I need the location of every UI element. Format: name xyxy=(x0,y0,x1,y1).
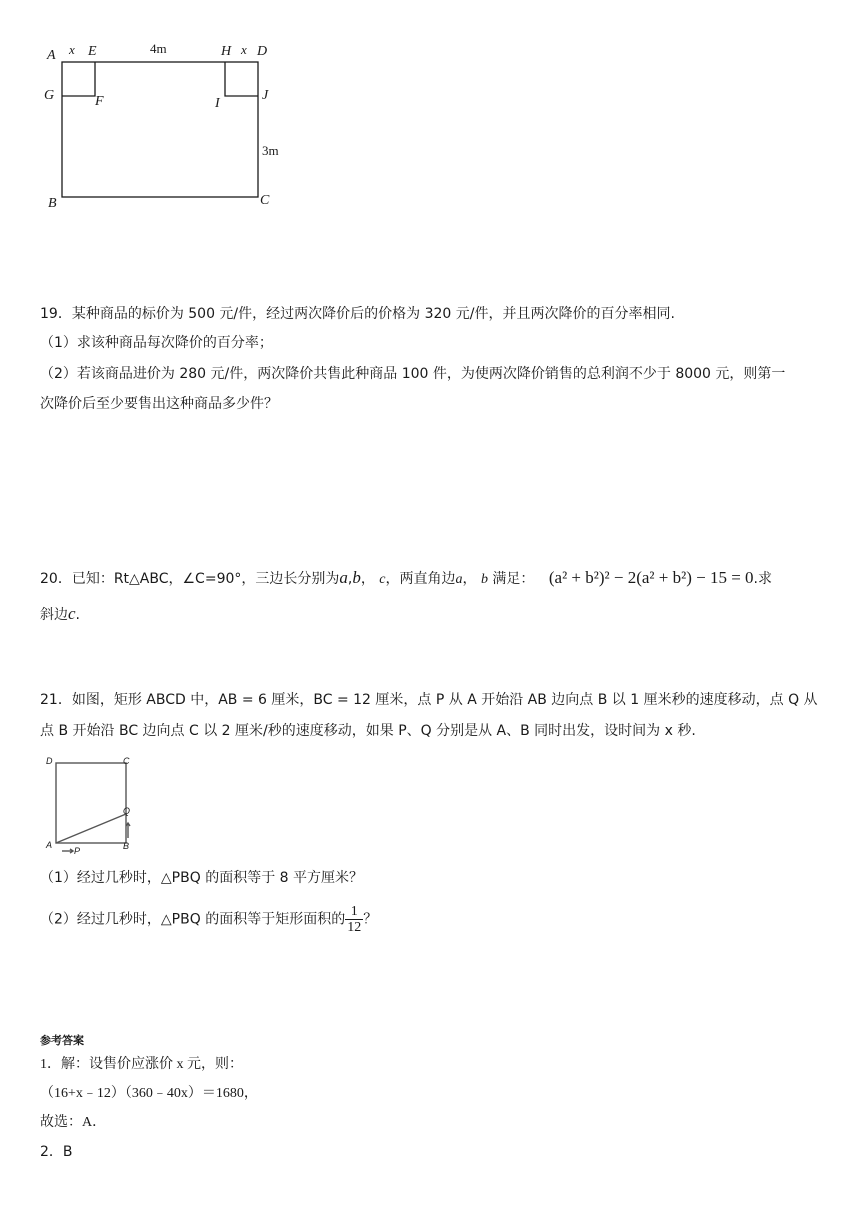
q19-part1: （1）求该种商品每次降价的百分率； xyxy=(40,335,273,351)
q19-stem: 19．某种商品的标价为 500 元/件，经过两次降价后的价格为 320 元/件，并且两次降价的百分率相同. xyxy=(40,306,675,322)
fig-label-c: C xyxy=(123,756,130,766)
answer-1-line1: 1．解：设售价应涨价 x 元，则： xyxy=(40,1057,243,1072)
fig-label-d: D xyxy=(46,756,53,766)
answers-heading: 参考答案 xyxy=(40,1034,84,1047)
fig-label-b: B xyxy=(123,841,130,851)
q19-part2-line2: 次降价后至少要售出这种商品多少件？ xyxy=(40,396,278,412)
label-j: J xyxy=(262,88,269,103)
q20-var-a: a xyxy=(339,568,348,587)
rectangle-pq-diagram xyxy=(40,752,150,862)
answer-2: 2．B xyxy=(40,1144,73,1160)
label-g: G xyxy=(44,88,55,103)
label-d: D xyxy=(257,44,268,59)
q21-part2 xyxy=(40,904,377,935)
q20-line2: 斜边c. xyxy=(40,604,80,623)
q20-var-b2: b xyxy=(480,572,488,587)
label-c: C xyxy=(260,193,270,208)
square-aefg xyxy=(62,62,95,96)
label-h: H xyxy=(221,44,232,59)
q21-part2-suffix: ？ xyxy=(363,911,378,928)
label-i: I xyxy=(215,96,220,111)
q21-stem-line1: 21．如图，矩形 ABCD 中，AB = 6 厘米，BC = 12 厘米，点 P 从 A 开始沿 AB 边向点 B 以 1 厘米秒的速度移动，点 Q 从 xyxy=(40,692,818,708)
fig-label-q: Q xyxy=(123,806,131,816)
q21-stem-line2: 点 B 开始沿 BC 边向点 C 以 2 厘米/秒的速度移动，如果 P、Q 分别是从 A、B 同时出发，设时间为 x 秒. xyxy=(40,723,696,739)
q20-var-c: c xyxy=(379,572,386,587)
q20-formula: (a² + b²)² − 2(a² + b²) − 15 = 0 xyxy=(548,568,754,587)
label-a: A xyxy=(47,48,56,63)
q21-part2-prefix: （2）经过几秒时，△PBQ 的面积等于矩形面积的 xyxy=(40,911,346,928)
rect-abcd xyxy=(62,62,258,197)
q19-part2-line1: （2）若该商品进价为 280 元/件，两次降价共售此种商品 100 件，为使两次降价销售的总利润不少于 8000 元，则第一 xyxy=(40,366,786,382)
square-hdji xyxy=(225,62,258,96)
answer-1-line3: 故选：A． xyxy=(40,1115,107,1130)
label-x-left: x xyxy=(69,42,75,57)
label-x-right: x xyxy=(241,42,247,57)
q21-fraction xyxy=(345,904,363,935)
fig-label-p: P xyxy=(74,846,81,856)
q20-var-b: b xyxy=(352,568,361,587)
label-f: F xyxy=(95,94,104,109)
rect-abcd-small xyxy=(56,763,126,843)
q20-prefix: 20．已知：Rt△ABC，∠C=90°，三边长分别为 xyxy=(40,571,340,587)
label-e: E xyxy=(88,44,97,59)
q21-part1: （1）经过几秒时，△PBQ 的面积等于 8 平方厘米？ xyxy=(40,870,363,886)
q20-end: .求 xyxy=(753,571,772,587)
label-4m: 4m xyxy=(150,41,167,56)
segment-pq xyxy=(56,814,126,843)
q20-line2-text: 斜边 xyxy=(40,607,68,623)
q20-var-c2: c xyxy=(68,604,76,623)
q20-mid2: 满足： xyxy=(492,571,535,587)
q20-mid1: ，两直角边 xyxy=(385,571,456,587)
fig-label-a: A xyxy=(46,840,53,850)
fraction-numerator: 1 xyxy=(350,904,358,919)
rectangle-diagram xyxy=(0,0,860,230)
label-3m: 3m xyxy=(262,143,279,158)
q20-line1: 20．已知：Rt△ABC，∠C=90°，三边长分别为a,b， c，两直角边a， b 满足： (a² + b²)² − 2(a² + b²) − 15 = 0.求 xyxy=(40,568,772,587)
fraction-denominator: 12 xyxy=(347,920,362,935)
label-b: B xyxy=(48,196,57,211)
q20-var-a2: a xyxy=(455,572,463,587)
answer-1-line2: （16+x﹣12）（360﹣40x）＝1680， xyxy=(40,1086,258,1101)
